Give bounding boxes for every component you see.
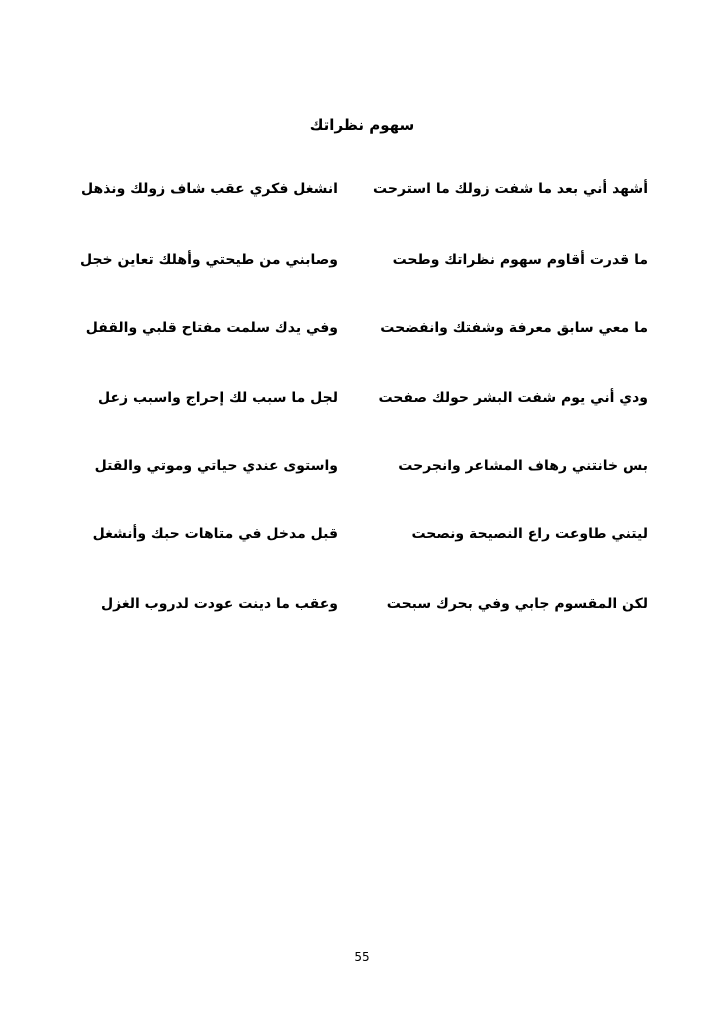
verse-row xyxy=(0,177,724,201)
page-number: 55 xyxy=(354,950,370,964)
verse-first-hemistich: بس خانتني رهاف المشاعر وانجرحت xyxy=(398,458,648,474)
verse-second-hemistich: انشغل فكري عقب شاف زولك ونذهل xyxy=(81,181,338,197)
verse-row xyxy=(0,386,724,410)
verse-first-hemistich: ليتني طاوعت راع النصيحة ونصحت xyxy=(411,526,648,542)
verse-second-hemistich: وفي يدك سلمت مفتاح قلبي والقفل xyxy=(85,320,338,336)
verse-second-hemistich: واستوى عندي حياتي وموتي والقتل xyxy=(94,458,338,474)
verse-first-hemistich: ما قدرت أقاوم سهوم نظراتك وطحت xyxy=(392,252,648,268)
verse-second-hemistich: وعقب ما دينت عودت لدروب الغزل xyxy=(100,596,338,612)
verse-row xyxy=(0,248,724,272)
verse-row xyxy=(0,316,724,340)
verse-second-hemistich: لجل ما سبب لك إحراج واسبب زعل xyxy=(97,390,338,406)
verse-first-hemistich: ما معي سابق معرفة وشفتك وانفضحت xyxy=(380,320,648,336)
verse-row xyxy=(0,454,724,478)
poem-title: سهوم نظراتك xyxy=(309,116,415,134)
verse-first-hemistich: أشهد أني بعد ما شفت زولك ما استرحت xyxy=(373,181,648,197)
verse-second-hemistich: قبل مدخل في متاهات حبك وأنشغل xyxy=(92,526,338,542)
verse-second-hemistich: وصابني من طيحتي وأهلك تعاين خجل xyxy=(79,252,338,268)
verse-first-hemistich: ودي أني يوم شفت البشر حولك صفحت xyxy=(378,390,648,406)
verse-first-hemistich: لكن المقسوم جابي وفي بحرك سبحت xyxy=(386,596,648,612)
verse-row xyxy=(0,522,724,546)
verse-row xyxy=(0,592,724,616)
